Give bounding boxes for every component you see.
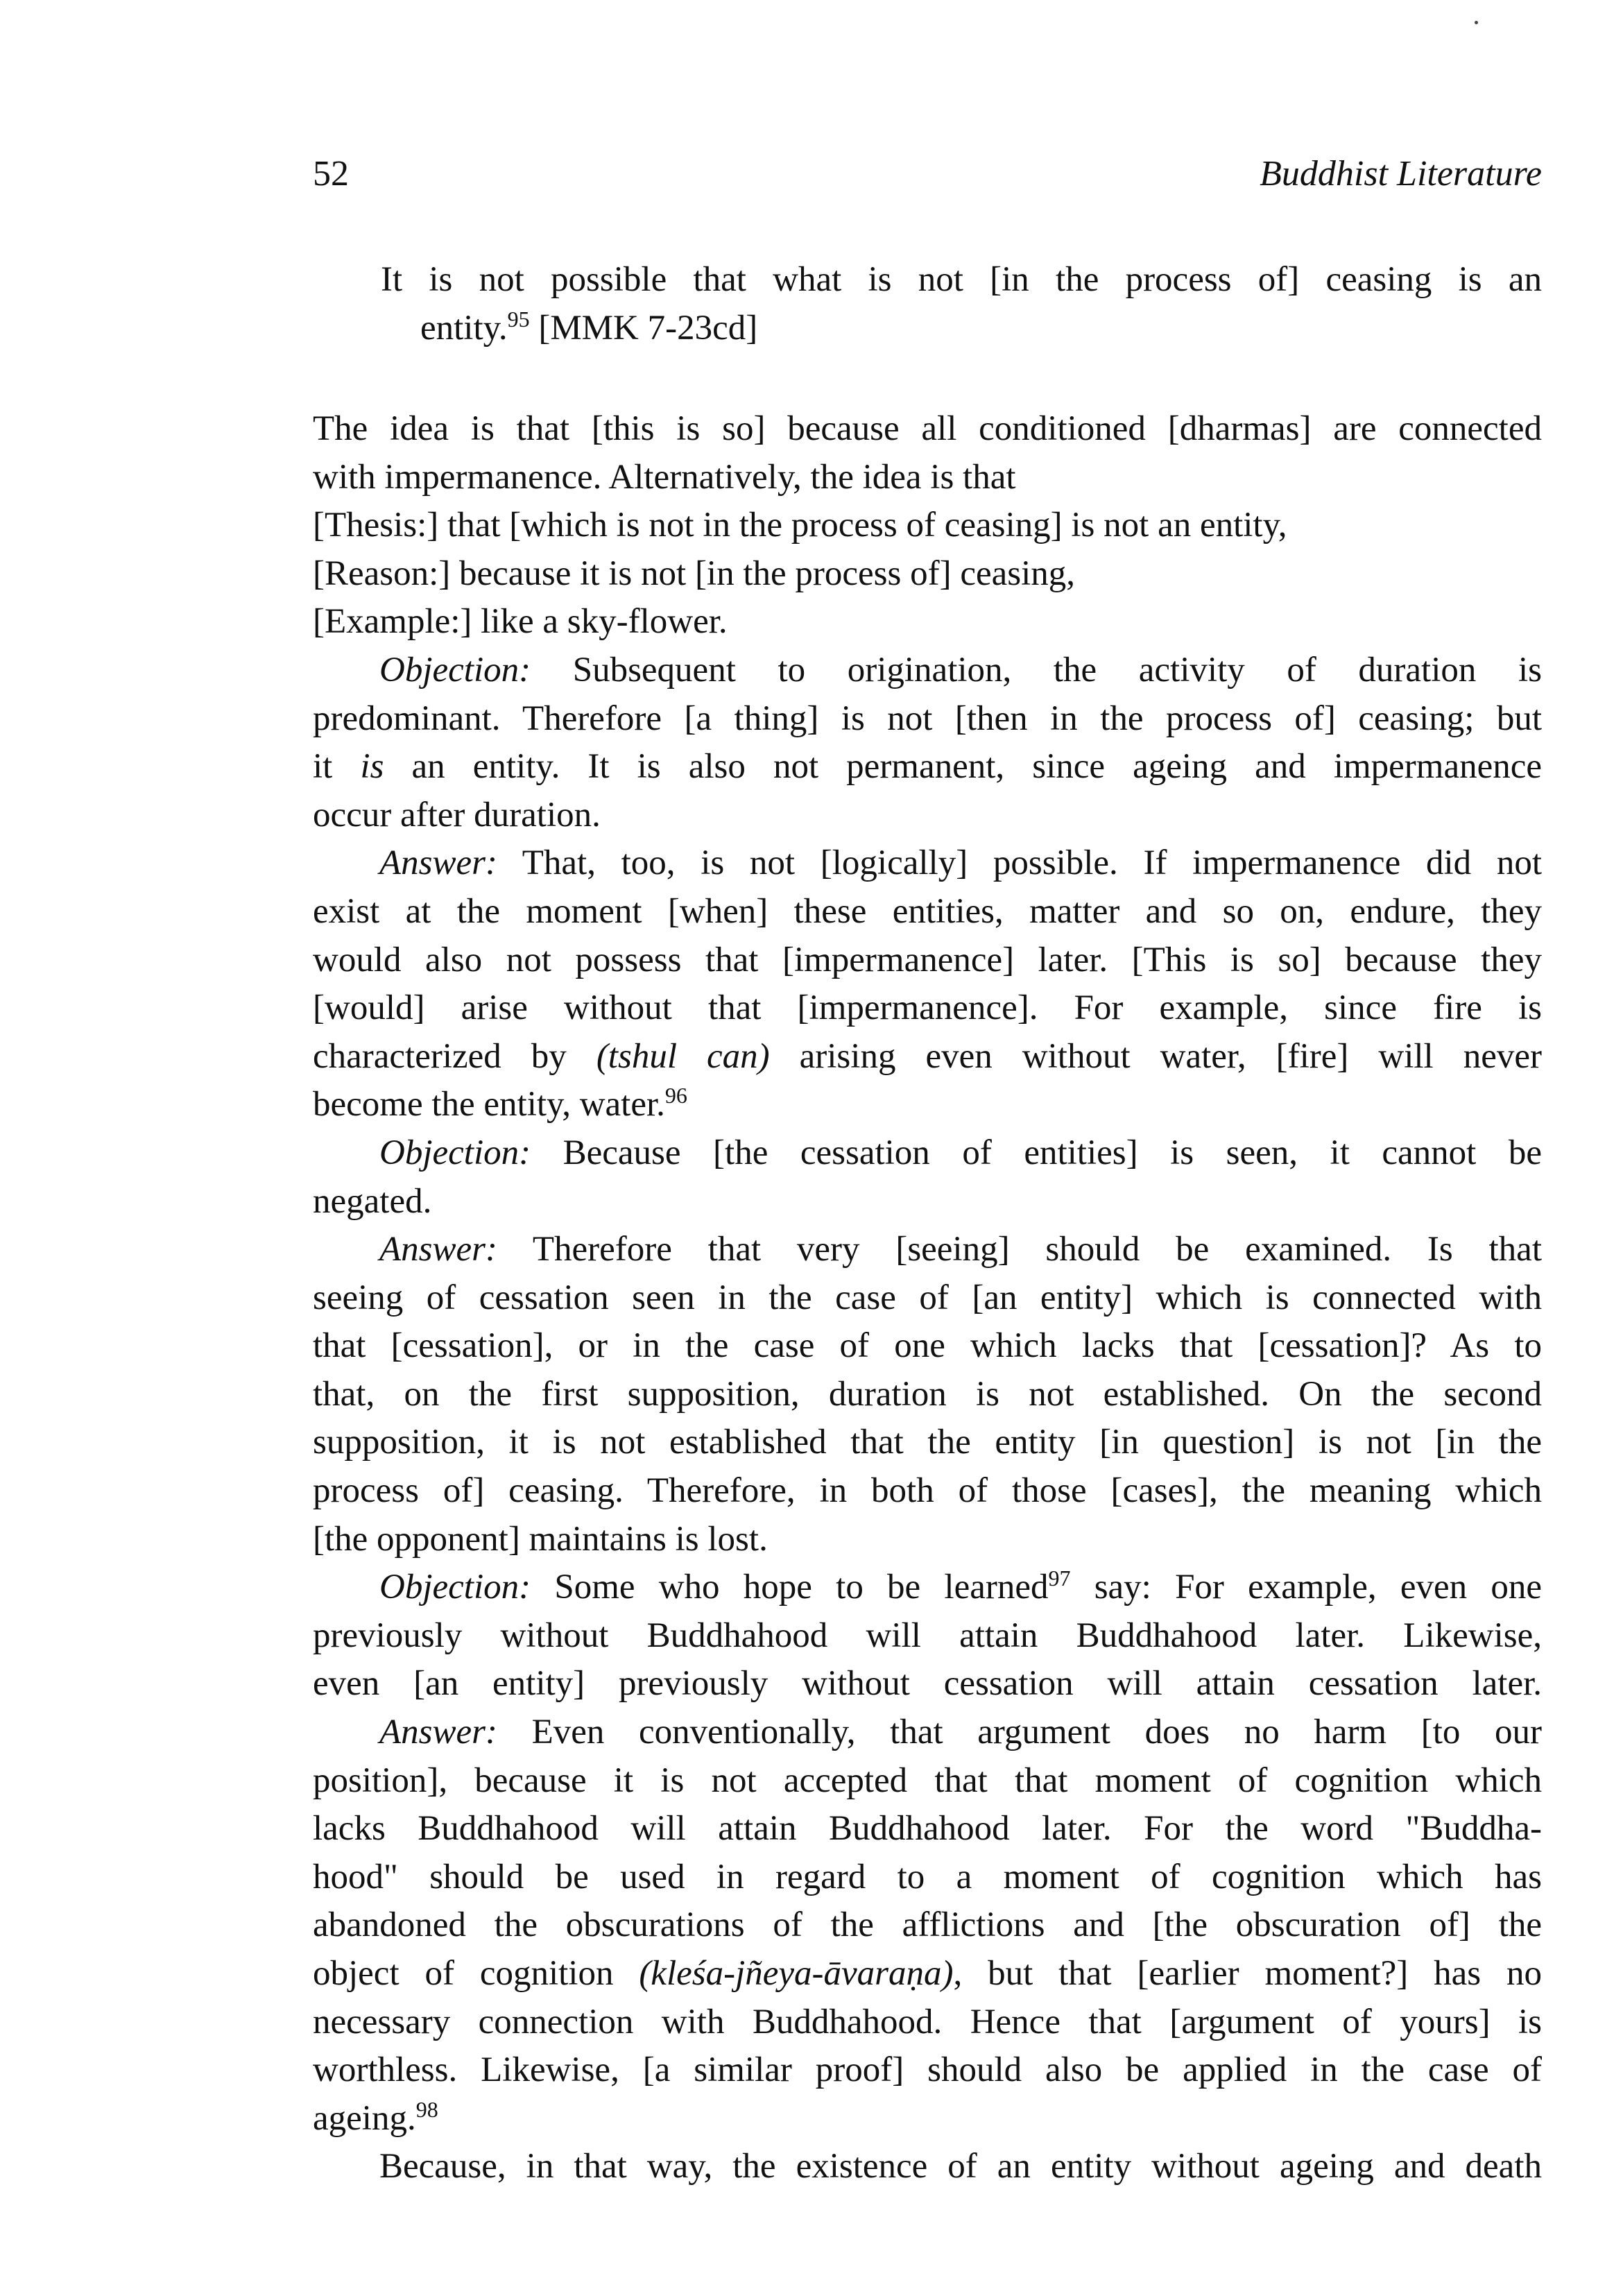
text-line xyxy=(313,791,1542,840)
text-segment: Some who hope to be learned xyxy=(531,1568,1049,1607)
text-line xyxy=(313,888,1542,936)
text-segment: Because, in that way, the existence of an entity without ageing and death xyxy=(379,2147,1542,2186)
running-head: Buddhist Literature xyxy=(1260,154,1542,194)
text-line xyxy=(313,2046,1542,2095)
text-line xyxy=(313,454,1542,502)
italic-text: Answer: xyxy=(379,1230,497,1269)
text-segment: become the entity, water. xyxy=(313,1085,665,1124)
text-line xyxy=(313,502,1542,550)
text-line xyxy=(313,936,1542,985)
text-line xyxy=(313,550,1542,599)
text-line xyxy=(313,646,1542,695)
text-line xyxy=(313,1274,1542,1323)
italic-text: Answer: xyxy=(379,1713,497,1752)
text-line xyxy=(313,1129,1542,1178)
body-text xyxy=(313,405,1542,2191)
text-segment: arising even without water, [fire] will never xyxy=(769,1036,1542,1076)
text-line xyxy=(313,1419,1542,1467)
text-segment: The idea is that [this is so] because all conditioned [dharmas] are connected xyxy=(313,409,1542,448)
text-segment: previously without Buddhahood will attain Buddhahood later. Likewise, xyxy=(313,1616,1542,1655)
text-line xyxy=(313,839,1542,888)
block-quote xyxy=(313,256,1542,352)
text-segment: Subsequent to origination, the activity of duration is xyxy=(531,650,1542,689)
footnote-ref: 96 xyxy=(664,1083,687,1108)
text-line xyxy=(313,1178,1542,1226)
text-segment: with impermanence. Alternatively, the idea is that xyxy=(313,457,1016,497)
text-segment: [would] arise without that [impermanence]. For example, since fire is xyxy=(313,988,1542,1028)
text-segment: ageing. xyxy=(313,2098,416,2138)
footnote-ref: 98 xyxy=(415,2096,438,2122)
footnote-ref: 95 xyxy=(507,306,530,332)
text-line xyxy=(313,695,1542,744)
italic-text: is xyxy=(360,747,384,787)
text-line xyxy=(313,1226,1542,1274)
text-line xyxy=(313,405,1542,454)
italic-text: (tshul can) xyxy=(596,1036,770,1076)
italic-text: Objection: xyxy=(379,1568,531,1607)
text-line xyxy=(313,1950,1542,1998)
italic-text: Objection: xyxy=(379,1133,531,1172)
text-line xyxy=(313,1998,1542,2047)
scan-speck xyxy=(1475,21,1478,24)
text-line xyxy=(313,2143,1542,2191)
text-segment: entity. xyxy=(420,308,508,348)
text-segment: [Example:] like a sky-flower. xyxy=(313,602,728,642)
text-line xyxy=(313,1757,1542,1806)
italic-text: Answer: xyxy=(379,843,497,883)
text-segment: hood" should be used in regard to a moment of cognition which has xyxy=(313,1857,1542,1896)
text-segment: supposition, it is not established that the entity [in question] is not [in the xyxy=(313,1423,1542,1462)
italic-text: (kleśa-jñeya-āvaraṇa) xyxy=(639,1954,954,1993)
text-line xyxy=(313,743,1542,791)
text-segment: lacks Buddhahood will attain Buddhahood later. For the word "Buddha- xyxy=(313,1809,1542,1849)
text-line xyxy=(313,984,1542,1033)
text-segment: Because [the cessation of entities] is seen, it cannot be xyxy=(531,1133,1542,1172)
text-segment: worthless. Likewise, [a similar proof] should also be applied in the case of xyxy=(313,2050,1542,2090)
text-segment: an entity. It is also not permanent, since ageing and impermanence xyxy=(384,747,1542,787)
text-segment: process of] ceasing. Therefore, in both of those [cases], the meaning which xyxy=(313,1471,1542,1511)
text-segment: [Thesis:] that [which is not in the process of ceasing] is not an entity, xyxy=(313,506,1287,545)
footnote-ref: 97 xyxy=(1048,1566,1071,1591)
text-segment: negated. xyxy=(313,1181,432,1221)
text-segment: necessary connection with Buddhahood. Hence that [argument of yours] is xyxy=(313,2002,1542,2041)
text-line xyxy=(313,1516,1542,1564)
text-line xyxy=(313,1660,1542,1708)
text-line xyxy=(313,1805,1542,1853)
text-line xyxy=(313,1563,1542,1612)
text-segment: say: For example, even one xyxy=(1070,1568,1542,1607)
text-line xyxy=(313,2095,1542,2143)
text-line xyxy=(313,1322,1542,1371)
text-segment: object of cognition xyxy=(313,1954,639,1993)
text-segment: , but that [earlier moment?] has no xyxy=(953,1954,1542,1993)
text-segment: exist at the moment [when] these entities, matter and so on, endure, they xyxy=(313,891,1542,931)
text-segment: predominant. Therefore [a thing] is not [then in the process of] ceasing; but xyxy=(313,699,1542,738)
text-segment: would also not possess that [impermanence] later. [This is so] because they xyxy=(313,940,1542,979)
text-segment: abandoned the obscurations of the afflictions and [the obscuration of] the xyxy=(313,1905,1542,1945)
text-segment: [the opponent] maintains is lost. xyxy=(313,1519,768,1559)
text-line xyxy=(313,1467,1542,1516)
text-line xyxy=(313,1708,1542,1757)
page-number: 52 xyxy=(313,154,349,194)
text-line xyxy=(313,1901,1542,1950)
text-line xyxy=(313,1371,1542,1419)
text-segment: That, too, is not [logically] possible. If impermanence did not xyxy=(497,843,1542,883)
text-segment: seeing of cessation seen in the case of [an entity] which is connected with xyxy=(313,1278,1542,1317)
text-segment: position], because it is not accepted that that moment of cognition which xyxy=(313,1760,1542,1800)
text-line xyxy=(313,1612,1542,1661)
text-segment: Therefore that very [seeing] should be examined. Is that xyxy=(497,1230,1542,1269)
text-segment: that [cessation], or in the case of one which lacks that [cessation]? As to xyxy=(313,1326,1542,1366)
text-line xyxy=(381,256,1542,305)
text-line xyxy=(313,1853,1542,1902)
text-line xyxy=(313,1081,1542,1129)
text-segment: Even conventionally, that argument does no harm [to our xyxy=(497,1713,1542,1752)
italic-text: Objection: xyxy=(379,650,531,689)
text-line xyxy=(420,305,1542,353)
text-segment: characterized by xyxy=(313,1036,596,1076)
text-segment: it xyxy=(313,747,361,787)
text-segment: occur after duration. xyxy=(313,795,601,834)
text-line xyxy=(313,598,1542,646)
text-segment: even [an entity] previously without cessation will attain cessation later. xyxy=(313,1664,1542,1704)
text-segment: [MMK 7-23cd] xyxy=(529,308,758,348)
text-segment: that, on the first supposition, duration is not established. On the second xyxy=(313,1374,1542,1414)
text-line xyxy=(313,1033,1542,1081)
text-segment: It is not possible that what is not [in the process of] ceasing is an xyxy=(381,260,1542,299)
text-segment: [Reason:] because it is not [in the process of] ceasing, xyxy=(313,554,1075,593)
